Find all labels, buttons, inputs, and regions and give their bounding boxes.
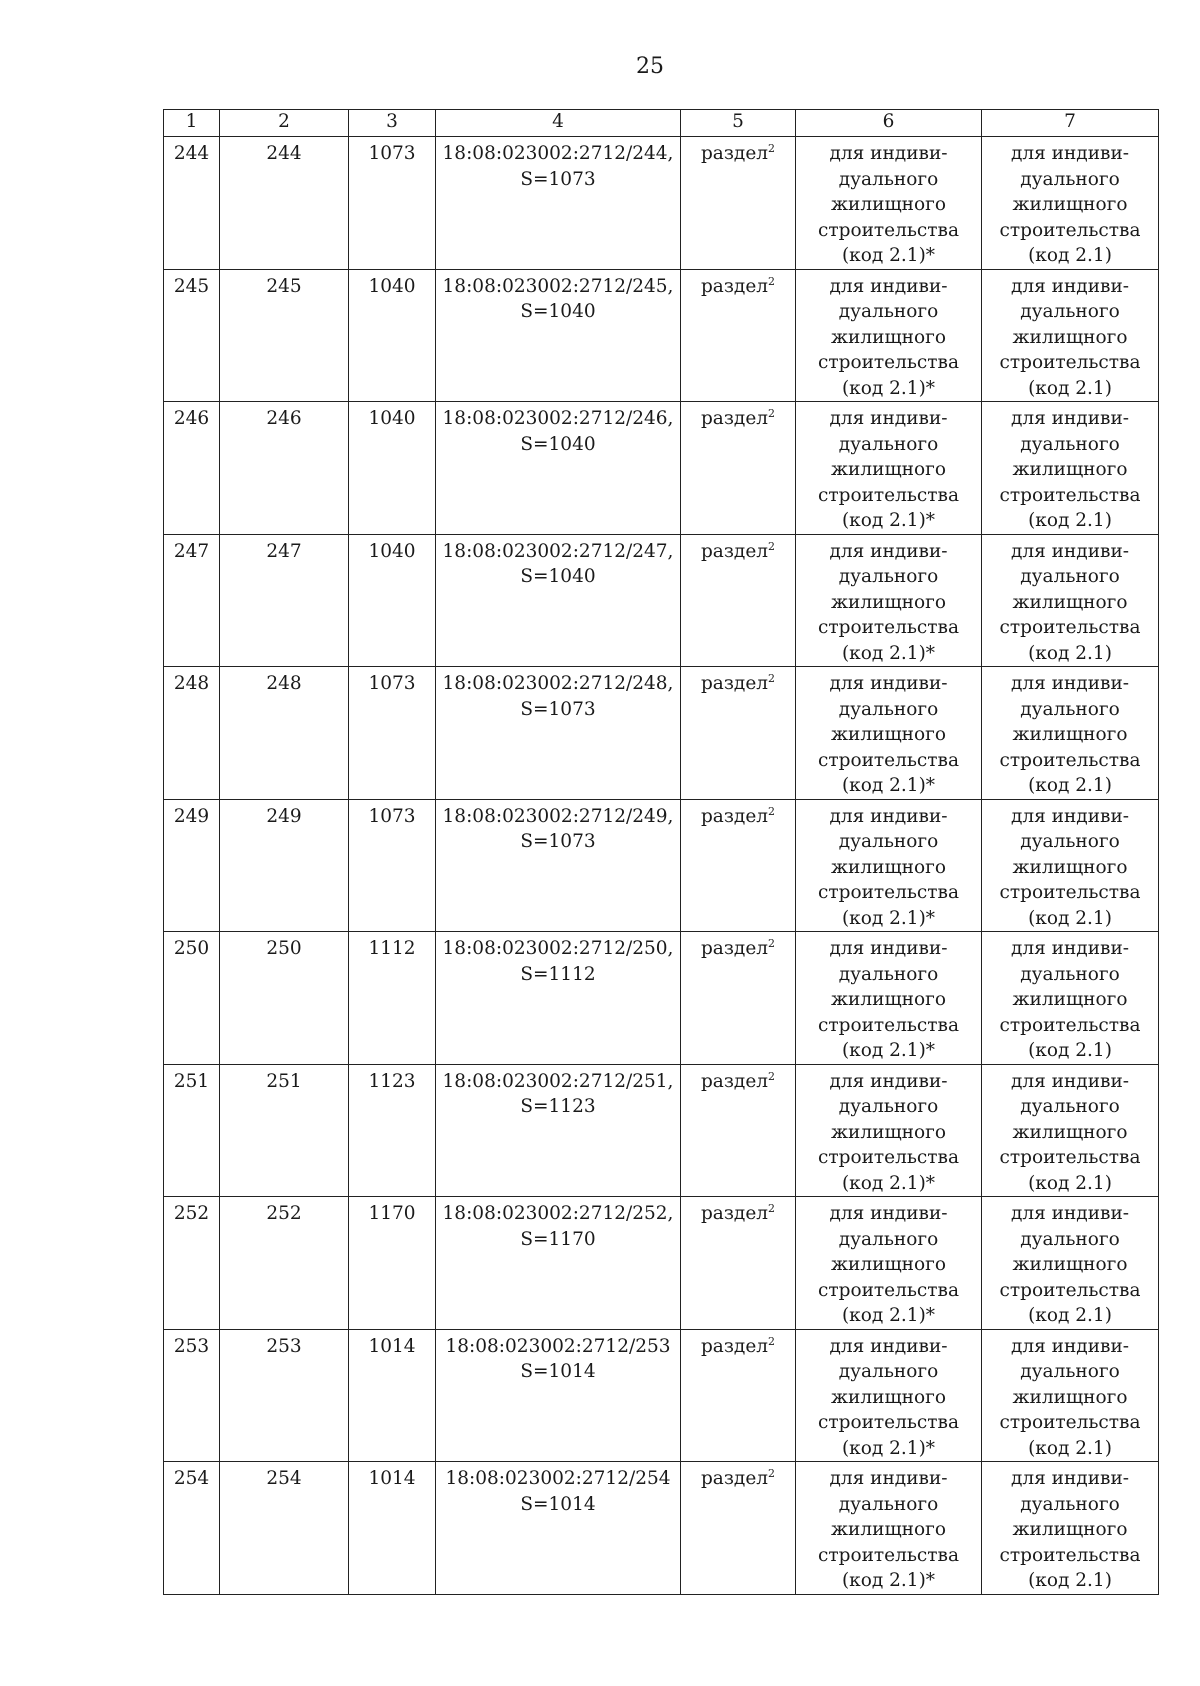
- land-use-cell: [982, 402, 1159, 535]
- plot-number-cell: 246: [220, 402, 349, 535]
- area-cell: 1040: [349, 534, 436, 667]
- purpose-line: (код 2.1)*: [841, 245, 936, 266]
- land-use-cell: [982, 799, 1159, 932]
- purpose-line: для индиви-: [1010, 938, 1130, 959]
- purpose-line: строительства: [818, 1147, 959, 1168]
- purpose-line: дуального: [1020, 1096, 1120, 1117]
- purpose-line: жилищного: [831, 1386, 946, 1408]
- area-label: S=1073: [520, 831, 596, 852]
- footnote-mark: 2: [768, 804, 776, 818]
- purpose-line: жилищного: [831, 856, 946, 878]
- purpose-line: для индиви-: [1010, 408, 1130, 429]
- section-text: раздел: [700, 805, 769, 827]
- cadastral-number: 18:08:023002:2712/252,: [442, 1203, 674, 1224]
- section-cell: [681, 137, 796, 270]
- area-cell: 1014: [349, 1329, 436, 1462]
- row-number-cell: 252: [164, 1197, 220, 1330]
- table-row: [164, 402, 1159, 535]
- permitted-use-cell: [796, 137, 982, 270]
- column-header: 4: [436, 110, 681, 137]
- cadastral-number-cell: [436, 799, 681, 932]
- purpose-line: дуального: [1020, 698, 1120, 720]
- purpose-line: (код 2.1): [1028, 245, 1112, 266]
- area-label: S=1073: [520, 168, 596, 190]
- purpose-line: жилищного: [1012, 459, 1128, 480]
- purpose-line: для индиви-: [1010, 1335, 1130, 1357]
- purpose-line: (код 2.1)*: [841, 1040, 936, 1061]
- cadastral-number-cell: [436, 534, 681, 667]
- footnote-mark: 2: [768, 1069, 776, 1083]
- table-row: [164, 667, 1159, 800]
- purpose-line: для индиви-: [829, 1468, 948, 1489]
- area-cell: 1073: [349, 137, 436, 270]
- land-use-cell: [982, 667, 1159, 800]
- purpose-line: строительства: [818, 1412, 959, 1433]
- table-row: [164, 269, 1159, 402]
- permitted-use-cell: [796, 269, 982, 402]
- area-cell: 1112: [349, 932, 436, 1065]
- purpose-line: жилищного: [831, 1254, 946, 1275]
- purpose-line: дуального: [838, 433, 939, 455]
- purpose-line: жилищного: [831, 326, 946, 348]
- row-number-cell: 247: [164, 534, 220, 667]
- purpose-line: для индиви-: [1010, 275, 1130, 297]
- purpose-line: (код 2.1): [1028, 1437, 1112, 1459]
- purpose-line: для индиви-: [1010, 1070, 1130, 1092]
- cadastral-number-cell: [436, 1329, 681, 1462]
- area-cell: 1040: [349, 402, 436, 535]
- section-text: раздел: [700, 938, 769, 959]
- footnote-mark: 2: [768, 274, 776, 288]
- permitted-use-cell: [796, 1329, 982, 1462]
- cadastral-number: 18:08:023002:2712/246,: [442, 408, 674, 429]
- purpose-line: дуального: [838, 566, 939, 587]
- plot-number-cell: 252: [220, 1197, 349, 1330]
- purpose-line: жилищного: [831, 989, 946, 1010]
- purpose-line: строительства: [999, 1014, 1141, 1036]
- column-header: 6: [796, 110, 982, 137]
- purpose-line: жилищного: [831, 724, 946, 745]
- table-row: [164, 1197, 1159, 1330]
- cadastral-number-cell: [436, 1197, 681, 1330]
- table-row: [164, 137, 1159, 270]
- purpose-line: (код 2.1)*: [841, 907, 936, 929]
- purpose-line: дуального: [1020, 566, 1120, 587]
- plot-number-cell: 248: [220, 667, 349, 800]
- purpose-line: дуального: [1020, 301, 1120, 322]
- section-cell: [681, 799, 796, 932]
- permitted-use-cell: [796, 1197, 982, 1330]
- purpose-line: (код 2.1)*: [841, 377, 936, 399]
- purpose-line: строительства: [999, 1279, 1141, 1301]
- purpose-line: (код 2.1): [1028, 377, 1112, 399]
- purpose-line: (код 2.1)*: [841, 1305, 936, 1326]
- purpose-line: строительства: [818, 617, 959, 638]
- section-text: раздел: [700, 275, 769, 297]
- cadastral-number-cell: [436, 1462, 681, 1595]
- permitted-use-cell: [796, 402, 982, 535]
- section-cell: [681, 1462, 796, 1595]
- purpose-line: (код 2.1): [1028, 907, 1112, 929]
- section-cell: [681, 1329, 796, 1462]
- purpose-line: дуального: [838, 1096, 939, 1117]
- purpose-line: жилищного: [1012, 326, 1128, 348]
- purpose-line: для индиви-: [1010, 1203, 1130, 1224]
- column-header: 3: [349, 110, 436, 137]
- cadastral-number: 18:08:023002:2712/251,: [442, 1070, 674, 1092]
- plot-number-cell: 249: [220, 799, 349, 932]
- purpose-line: жилищного: [1012, 856, 1128, 878]
- purpose-line: дуального: [1020, 168, 1120, 190]
- purpose-line: для индиви-: [1010, 673, 1130, 694]
- purpose-line: дуального: [838, 168, 939, 190]
- purpose-line: (код 2.1): [1028, 510, 1112, 531]
- purpose-line: жилищного: [831, 1519, 946, 1540]
- purpose-line: жилищного: [1012, 724, 1128, 745]
- row-number-cell: 251: [164, 1064, 220, 1197]
- land-use-cell: [982, 1064, 1159, 1197]
- purpose-line: (код 2.1): [1028, 642, 1112, 664]
- plot-number-cell: 253: [220, 1329, 349, 1462]
- purpose-line: жилищного: [1012, 1121, 1128, 1143]
- row-number-cell: 246: [164, 402, 220, 535]
- purpose-line: строительства: [999, 749, 1141, 771]
- purpose-line: строительства: [818, 1544, 959, 1566]
- plot-number-cell: 251: [220, 1064, 349, 1197]
- permitted-use-cell: [796, 1462, 982, 1595]
- section-cell: [681, 402, 796, 535]
- purpose-line: для индиви-: [829, 1203, 948, 1224]
- purpose-line: жилищного: [1012, 1254, 1128, 1275]
- purpose-line: дуального: [1020, 1228, 1120, 1250]
- permitted-use-cell: [796, 799, 982, 932]
- section-cell: [681, 534, 796, 667]
- cadastral-number: 18:08:023002:2712/254: [445, 1468, 671, 1489]
- area-label: S=1014: [520, 1493, 596, 1515]
- purpose-line: для индиви-: [829, 540, 948, 562]
- purpose-line: (код 2.1): [1028, 1172, 1112, 1194]
- purpose-line: строительства: [999, 352, 1141, 373]
- purpose-line: (код 2.1)*: [841, 775, 936, 796]
- cadastral-number: 18:08:023002:2712/245,: [442, 275, 674, 297]
- footnote-mark: 2: [768, 407, 776, 420]
- purpose-line: для индиви-: [829, 805, 948, 827]
- section-cell: [681, 269, 796, 402]
- plot-number-cell: 250: [220, 932, 349, 1065]
- column-header: 5: [681, 110, 796, 137]
- cadastral-number: 18:08:023002:2712/247,: [442, 540, 674, 562]
- purpose-line: строительства: [999, 484, 1141, 506]
- land-use-cell: [982, 534, 1159, 667]
- plot-number-cell: 254: [220, 1462, 349, 1595]
- purpose-line: дуального: [838, 831, 939, 852]
- column-header: 1: [164, 110, 220, 137]
- cadastral-number: 18:08:023002:2712/248,: [442, 673, 674, 694]
- plot-number-cell: 244: [220, 137, 349, 270]
- section-text: раздел: [700, 673, 769, 694]
- section-text: раздел: [700, 1335, 769, 1357]
- permitted-use-cell: [796, 1064, 982, 1197]
- area-cell: 1040: [349, 269, 436, 402]
- land-use-cell: [982, 932, 1159, 1065]
- area-label: S=1040: [520, 566, 596, 587]
- area-cell: 1123: [349, 1064, 436, 1197]
- purpose-line: (код 2.1)*: [841, 642, 936, 664]
- purpose-line: (код 2.1)*: [841, 1437, 936, 1459]
- purpose-line: строительства: [999, 617, 1141, 638]
- footnote-mark: 2: [768, 672, 776, 685]
- area-label: S=1112: [520, 963, 596, 985]
- cadastral-number: 18:08:023002:2712/253: [445, 1335, 671, 1357]
- cadastral-number: 18:08:023002:2712/249,: [442, 805, 674, 827]
- footnote-mark: 2: [768, 142, 776, 155]
- purpose-line: для индиви-: [829, 143, 948, 164]
- purpose-line: дуального: [1020, 831, 1120, 852]
- purpose-line: строительства: [999, 1544, 1141, 1566]
- section-cell: [681, 1197, 796, 1330]
- purpose-line: жилищного: [1012, 194, 1128, 215]
- table-row: [164, 534, 1159, 667]
- purpose-line: дуального: [838, 1361, 939, 1382]
- purpose-line: жилищного: [831, 194, 946, 215]
- cadastral-number-cell: [436, 667, 681, 800]
- purpose-line: строительства: [999, 882, 1141, 903]
- purpose-line: для индиви-: [829, 938, 948, 959]
- purpose-line: строительства: [999, 219, 1141, 241]
- section-cell: [681, 667, 796, 800]
- section-text: раздел: [700, 1203, 769, 1224]
- purpose-line: (код 2.1)*: [841, 1172, 936, 1194]
- purpose-line: дуального: [838, 963, 939, 985]
- section-text: раздел: [700, 1070, 769, 1092]
- purpose-line: (код 2.1): [1028, 1305, 1112, 1326]
- purpose-line: для индиви-: [1010, 143, 1130, 164]
- purpose-line: строительства: [818, 882, 959, 903]
- purpose-line: (код 2.1)*: [841, 1570, 936, 1591]
- table-row: [164, 1462, 1159, 1595]
- purpose-line: жилищного: [1012, 1386, 1128, 1408]
- footnote-mark: 2: [768, 1467, 776, 1480]
- section-text: раздел: [700, 1468, 769, 1489]
- purpose-line: для индиви-: [1010, 805, 1130, 827]
- purpose-line: для индиви-: [829, 673, 948, 694]
- purpose-line: дуального: [838, 698, 939, 720]
- purpose-line: жилищного: [831, 591, 946, 613]
- land-use-cell: [982, 1329, 1159, 1462]
- purpose-line: дуального: [838, 1493, 939, 1515]
- cadastral-number-cell: [436, 402, 681, 535]
- cadastral-number-cell: [436, 1064, 681, 1197]
- plot-number-cell: 245: [220, 269, 349, 402]
- area-label: S=1014: [520, 1361, 596, 1382]
- purpose-line: строительства: [818, 484, 959, 506]
- purpose-line: дуального: [1020, 433, 1120, 455]
- purpose-line: строительства: [999, 1147, 1141, 1168]
- cadastral-number-cell: [436, 269, 681, 402]
- row-number-cell: 253: [164, 1329, 220, 1462]
- purpose-line: жилищного: [831, 459, 946, 480]
- footnote-mark: 2: [768, 539, 776, 553]
- purpose-line: жилищного: [1012, 1519, 1128, 1540]
- purpose-line: (код 2.1): [1028, 1040, 1112, 1061]
- column-header: 2: [220, 110, 349, 137]
- row-number-cell: 254: [164, 1462, 220, 1595]
- land-use-cell: [982, 269, 1159, 402]
- area-label: S=1170: [520, 1228, 596, 1250]
- land-plots-table: [163, 109, 1159, 1595]
- purpose-line: дуального: [838, 301, 939, 322]
- purpose-line: жилищного: [1012, 989, 1128, 1010]
- purpose-line: для индиви-: [829, 1335, 948, 1357]
- row-number-cell: 244: [164, 137, 220, 270]
- area-label: S=1123: [520, 1096, 596, 1117]
- footnote-mark: 2: [768, 1202, 776, 1215]
- permitted-use-cell: [796, 667, 982, 800]
- area-cell: 1170: [349, 1197, 436, 1330]
- area-cell: 1073: [349, 799, 436, 932]
- cadastral-number: 18:08:023002:2712/250,: [442, 938, 674, 959]
- area-cell: 1014: [349, 1462, 436, 1595]
- section-cell: [681, 932, 796, 1065]
- purpose-line: строительства: [999, 1412, 1141, 1433]
- section-text: раздел: [700, 408, 769, 429]
- purpose-line: строительства: [818, 352, 959, 373]
- column-header: 7: [982, 110, 1159, 137]
- section-cell: [681, 1064, 796, 1197]
- purpose-line: строительства: [818, 219, 959, 241]
- table-row: [164, 799, 1159, 932]
- footnote-mark: 2: [768, 937, 776, 950]
- table-header-row: [164, 110, 1159, 137]
- area-label: S=1040: [520, 301, 596, 322]
- land-use-cell: [982, 1462, 1159, 1595]
- row-number-cell: 250: [164, 932, 220, 1065]
- cadastral-number-cell: [436, 932, 681, 1065]
- permitted-use-cell: [796, 932, 982, 1065]
- area-cell: 1073: [349, 667, 436, 800]
- purpose-line: дуального: [838, 1228, 939, 1250]
- cadastral-number: 18:08:023002:2712/244,: [442, 143, 674, 164]
- purpose-line: строительства: [818, 749, 959, 771]
- footnote-mark: 2: [768, 1334, 776, 1348]
- row-number-cell: 249: [164, 799, 220, 932]
- purpose-line: дуального: [1020, 1361, 1120, 1382]
- land-use-cell: [982, 1197, 1159, 1330]
- land-use-cell: [982, 137, 1159, 270]
- purpose-line: для индиви-: [829, 1070, 948, 1092]
- table-row: [164, 932, 1159, 1065]
- purpose-line: (код 2.1): [1028, 1570, 1112, 1591]
- purpose-line: строительства: [818, 1014, 959, 1036]
- purpose-line: (код 2.1): [1028, 775, 1112, 796]
- purpose-line: для индиви-: [829, 408, 948, 429]
- permitted-use-cell: [796, 534, 982, 667]
- purpose-line: (код 2.1)*: [841, 510, 936, 531]
- row-number-cell: 245: [164, 269, 220, 402]
- page-number: 25: [636, 54, 664, 79]
- cadastral-number-cell: [436, 137, 681, 270]
- purpose-line: жилищного: [1012, 591, 1128, 613]
- purpose-line: для индиви-: [1010, 540, 1130, 562]
- area-label: S=1073: [520, 698, 596, 720]
- purpose-line: дуального: [1020, 963, 1120, 985]
- plot-number-cell: 247: [220, 534, 349, 667]
- section-text: раздел: [700, 540, 769, 562]
- purpose-line: для индиви-: [1010, 1468, 1130, 1489]
- purpose-line: дуального: [1020, 1493, 1120, 1515]
- area-label: S=1040: [520, 433, 596, 455]
- purpose-line: для индиви-: [829, 275, 948, 297]
- table-row: [164, 1329, 1159, 1462]
- row-number-cell: 248: [164, 667, 220, 800]
- purpose-line: жилищного: [831, 1121, 946, 1143]
- section-text: раздел: [700, 143, 769, 164]
- purpose-line: строительства: [818, 1279, 959, 1301]
- table-row: [164, 1064, 1159, 1197]
